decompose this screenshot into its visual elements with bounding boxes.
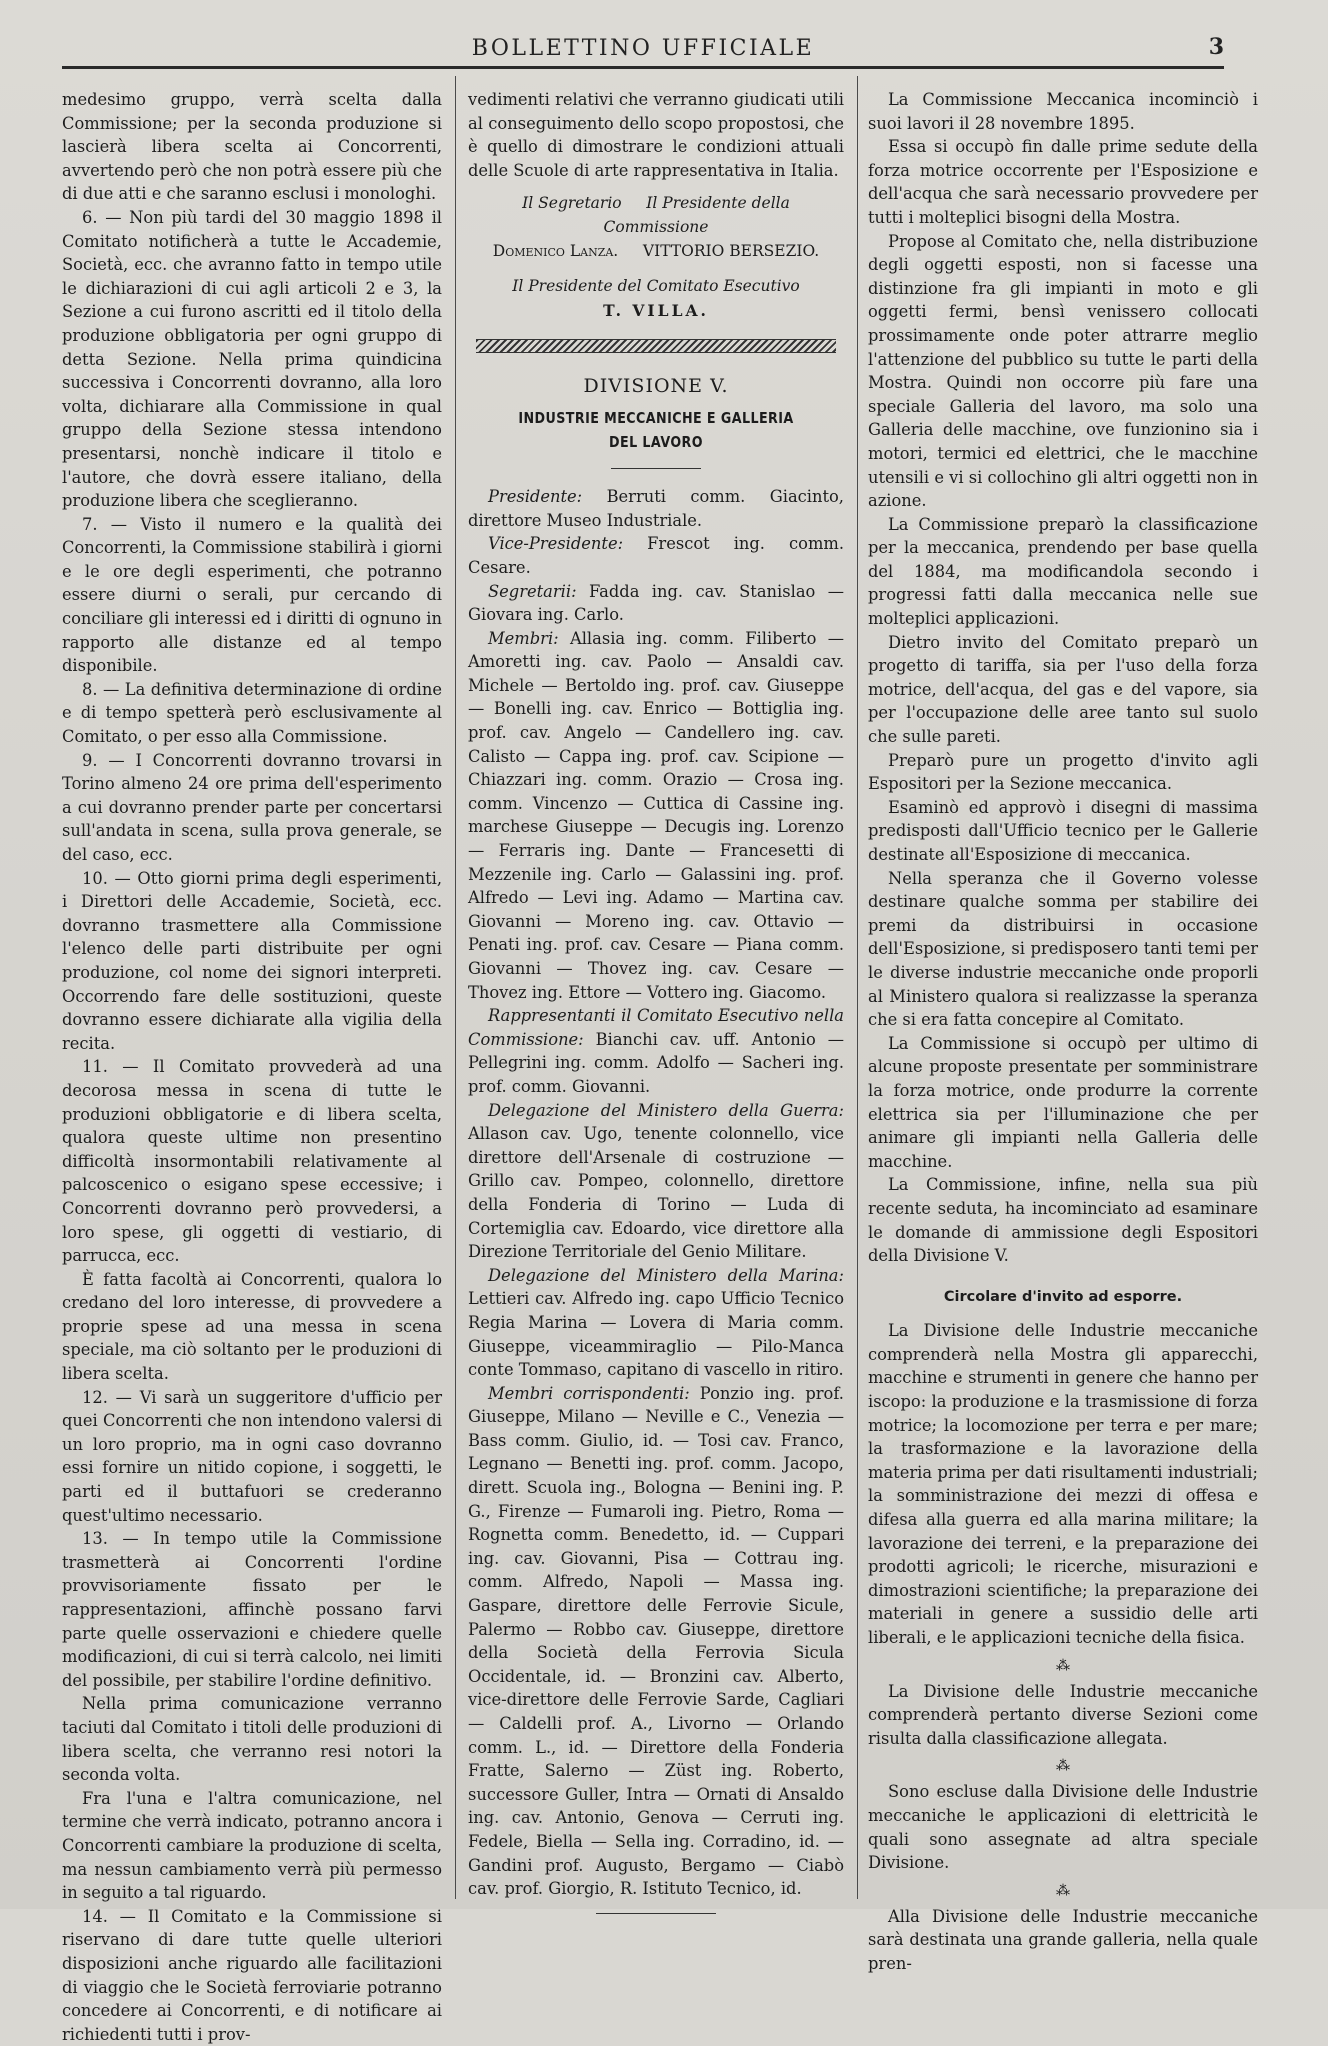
header-rule: [62, 66, 1224, 69]
asterism-icon: ⁂: [1056, 1657, 1070, 1674]
corrispondenti-label: Membri corrispondenti:: [488, 1383, 690, 1403]
guerra-text: Allason cav. Ugo, tenente colonnello, vice direttore dell'Arsenale di costruzione — Grillo cav. Pompeo, colonnello, direttore della Fonderia di Torino — Luda di Cortemiglia cav. Edoardo, vice direttore alla Direzione Territoriale del Genio Militare.: [468, 1124, 844, 1262]
division-subtitle: INDUSTRIE MECCANICHE E GALLERIA DEL LAVORO: [518, 408, 794, 451]
marina-text: Lettieri cav. Alfredo ing. capo Ufficio Tecnico Regia Marina — Lovera di Maria comm. Giuseppe, viceammiraglio — Pilo-Manca conte Tommaso, capitano di vascello in ritiro.: [468, 1289, 844, 1380]
paragraph-article-7: 7. — Visto il numero e la qualità dei Concorrenti, la Commissione stabilirà i giorni e le ore degli esperimenti, che potranno essere diurni o serali, pur cercando di conciliare gli interessi ed i diritti di ognuno in rapporto alle distanze ed al tempo disponibile.: [62, 514, 442, 676]
paragraph: Nella prima comunicazione verranno taciuti dal Comitato i titoli delle produzioni di libera scelta, che verranno resi notori la seconda volta.: [62, 1694, 442, 1785]
membri-text: Allasia ing. comm. Filiberto — Amoretti ing. cav. Paolo — Ansaldi cav. Michele — Bertoldo ing. prof. cav. Giuseppe — Bonelli ing. cav. Enrico — Bottiglia ing. prof. cav. Angelo — Candellero ing. cav. Calisto — Cappa ing. prof. cav. Scipione — Chiazzari ing. comm. Orazio — Crosa ing. comm. Vincenzo — Cuttica di Cassine ing. marchese Giuseppe — Decugis ing. Lorenzo — Ferraris ing. Dante — Francesetti di Mezzenile ing. Carlo — Galassini ing. prof. Alfredo — Levi ing. Adamo — Martina cav. Giovanni — Moreno ing. cav. Ottavio — Penati ing. prof. cav. Cesare — Piana comm. Giovanni — Thovez ing. cav. Cesare — Thovez ing. Ettore — Vottero ing. Giacomo.: [468, 628, 844, 1002]
paragraph: La Commissione si occupò per ultimo di alcune proposte presentate per somministrare la forza motrice, onde produrre la corrente elettrica sia per l'illuminazione che per animare gli impianti nella Galleria delle macchine.: [868, 1033, 1258, 1171]
asterism-icon: ⁂: [1056, 1882, 1070, 1899]
paragraph: Essa si occupò fin dalle prime sedute della forza motrice occorrente per l'Esposizione e dell'acqua che sarà necessario provvedere per tutti i molteplici bisogni della Mostra.: [868, 137, 1258, 227]
paragraph: La Commissione Meccanica incominciò i suoi lavori il 28 novembre 1895.: [868, 90, 1258, 133]
signature-block: [468, 192, 844, 239]
decorative-rule: [476, 339, 836, 353]
column-divider-2: [857, 76, 858, 1899]
division-title: DIVISIONE V.: [583, 375, 729, 398]
committee-president-name: T. VILLA.: [603, 300, 709, 320]
paragraph-article-9: 9. — I Concorrenti dovranno trovarsi in Torino almeno 24 ore prima dell'esperimento a cui dovranno prender parte per concertarsi sull'andata in scena, sulla prova generale, se del caso, ecc.: [62, 750, 442, 864]
segretarii-label: Segretarii:: [488, 581, 577, 601]
secretary-label: Il Segretario: [522, 194, 622, 213]
vice-presidente-text: Frescot ing. comm. Cesare.: [468, 534, 844, 577]
segretarii-text: Fadda ing. cav. Stanislao — Giovara ing. Carlo.: [468, 581, 844, 625]
presidente-entry: [468, 485, 844, 532]
column-2: [468, 88, 844, 1899]
membri-entry: [468, 627, 844, 1005]
paragraph: medesimo gruppo, verrà scelta dalla Commissione; per la seconda produzione si lascierà libera scelta ai Concorrenti, avvertendo però che non potrà essere più che di due atti e che saranno esclusi i monologhi.: [62, 90, 442, 204]
presidente-label: Presidente:: [488, 487, 583, 507]
paragraph: Alla Divisione delle Industrie meccaniche sarà destinata una grande galleria, nella quale pren-: [868, 1906, 1258, 1973]
paragraph: vedimenti relativi che verranno giudicati utili al conseguimento dello scopo propostosi, che è quello di dimostrare le condizioni attuali delle Scuole di arte rappresentativa in Italia.: [468, 90, 844, 180]
rappresentanti-label: Rappresentanti il Comitato Esecutivo nella Commissione:: [468, 1006, 844, 1049]
membri-label: Membri:: [488, 628, 559, 648]
commission-president-label: Il Presidente della Commissione: [603, 194, 790, 236]
secretary-name: Domenico Lanza.: [492, 241, 619, 260]
paragraph: È fatta facoltà ai Concorrenti, qualora lo credano del loro interesse, di provvedere a proprie spese ad una messa in scena speciale, ma ciò soltanto per le produzioni di libera scelta.: [62, 1269, 442, 1384]
paragraph-article-6: 6. — Non più tardi del 30 maggio 1898 il Comitato notificherà a tutte le Accademie, Società, ecc. che avranno fatto in tempo utile le dichiarazioni di cui agli articoli 2 e 3, la Sezione a cui furono ascritti ed il titolo della produzione obbligatoria per ogni gruppo di detta Sezione. Nella prima quindicina successiva i Concorrenti dovranno, alla loro volta, dichiarare alla Commissione in qual gruppo della Sezione stessa intendono presentarsi, nonchè indicare il titolo e l'autore, che dovrà essere italiano, della produzione libera che sceglieranno.: [62, 207, 442, 511]
paragraph: Dietro invito del Comitato preparò un progetto di tariffa, sia per l'uso della forza motrice, dell'acqua, del gas e del vapore, sia per l'occupazione delle aree tanto sul suolo che sulle pareti.: [868, 632, 1258, 747]
column-1: [62, 88, 442, 2044]
paragraph: Esaminò ed approvò i disegni di massima predisposti dall'Ufficio tecnico per le Gallerie destinate all'Esposizione di meccanica.: [868, 797, 1258, 864]
rappresentanti-text: Bianchi cav. uff. Antonio — Pellegrini ing. comm. Adolfo — Sacheri ing. prof. comm. Giovanni.: [468, 1029, 844, 1096]
marina-entry: [468, 1264, 844, 1382]
paragraph: Fra l'una e l'altra comunicazione, nel termine che verrà indicato, potranno ancora i Concorrenti cambiare la produzione di scelta, ma nessun cambiamento verrà più permesso in seguito a tal riguardo.: [62, 1788, 442, 1903]
paragraph-article-14: 14. — Il Comitato e la Commissione si riservano di dare tutte quelle ulteriori disposizioni anche riguardo alle facilitazioni di viaggio che le Società ferroviarie potranno concedere ai Concorrenti, e di notificare ai richiedenti tutti i prov-: [62, 1906, 442, 2044]
committee-signature-name: [468, 299, 844, 324]
presidente-text: Berruti comm. Giacinto, direttore Museo Industriale.: [468, 487, 844, 530]
publication-title: BOLLETTINO UFFICIALE: [471, 36, 815, 61]
rappresentanti-entry: [468, 1004, 844, 1098]
guerra-entry: [468, 1099, 844, 1264]
end-rule: [596, 1913, 716, 1914]
corrispondenti-text: Ponzio ing. prof. Giuseppe, Milano — Neville e C., Venezia — Bass comm. Giulio, id. — Tosi cav. Franco, Legnano — Benetti ing. prof. comm. Jacopo, dirett. Scuola ing., Bologna — Benini ing. P. G., Firenze — Fumaroli ing. Pietro, Roma — Rognetta comm. Benedetto, id. — Cuppari ing. cav. Giovanni, Pisa — Cottrau ing. comm. Alfredo, Napoli — Massa ing. Gaspare, direttore delle Ferrovie Sicule, Palermo — Robbo cav. Giuseppe, direttore della Società della Ferrovia Sicula Occidentale, id. — Bronzini cav. Alberto, vice-direttore delle Ferrovie Sarde, Cagliari — Caldelli prof. A., Livorno — Orlando comm. L., id. — Direttore della Fonderia Fratte, Salerno — Züst ing. Roberto, successore Guller, Intra — Ornati di Ansaldo ing. cav. Antonio, Genova — Cerruti ing. Fedele, Biella — Sella ing. Corradino, id. — Gandini prof. Augusto, Bergamo — Ciabò cav. prof. Giorgio, R. Istituto Tecnico, id.: [468, 1383, 844, 1899]
commission-president-name: VITTORIO BERSEZIO.: [642, 241, 820, 260]
short-rule: [611, 468, 701, 469]
paragraph: La Divisione delle Industrie meccaniche comprenderà pertanto diverse Sezioni come risulta dalla classificazione allegata.: [868, 1681, 1258, 1748]
paragraph: Propose al Comitato che, nella distribuzione degli oggetti esposti, non si facesse una distinzione fra gli impianti in moto e gli oggetti fermi, bensì venissero collocati prossimamente onde poter attrarre meglio l'attenzione del pubblico su tutte le parti della Mostra. Quindi non occorre più fare una speciale Galleria del lavoro, ma solo una Galleria delle macchine, ove funzionino sia i motori, termici ed elettrici, che le macchine utensili e vi si collochino gli altri oggetti non in azione.: [868, 231, 1258, 511]
page-header: [62, 34, 1224, 64]
page-number: 3: [1208, 34, 1224, 60]
paragraph: Nella speranza che il Governo volesse destinare qualche somma per stabilire dei premi da distribuirsi in occasione dell'Esposizione, si predisposero tanti temi per le diverse industrie meccaniche onde proporli al Ministero qualora si realizzasse la speranza che si era fatta concepire al Comitato.: [868, 868, 1258, 1030]
segretarii-entry: [468, 580, 844, 627]
vice-presidente-entry: [468, 532, 844, 579]
marina-label: Delegazione del Ministero della Marina:: [488, 1265, 844, 1285]
guerra-label: Delegazione del Ministero della Guerra:: [488, 1100, 844, 1120]
paragraph-article-12: 12. — Vi sarà un suggeritore d'ufficio per quei Concorrenti che non intendono valersi di un loro proprio, ma in ogni caso dovranno essi fornire un nitido copione, i soggetti, le parti ed il buttafuori se crederanno quest'ultimo necessario.: [62, 1387, 442, 1525]
paragraph-article-10: 10. — Otto giorni prima degli esperimenti, i Direttori delle Accademie, Società, ecc. dovranno trasmettere alla Commissione l'elenco delle parti distribuite per ogni produzione, col nome dei signori interpreti. Occorrendo fare delle sostituzioni, queste dovranno essere dichiarate alla vigilia della recita.: [62, 868, 442, 1053]
paragraph-article-13: 13. — In tempo utile la Commissione trasmetterà ai Concorrenti l'ordine provvisoriamente fissato per le rappresentazioni, affinchè possano farvi parte quelle osservazioni e chiedere quelle modificazioni, di cui si terrà calcolo, nei limiti del possibile, per stabilire l'ordine definitivo.: [62, 1529, 442, 1690]
paragraph: Preparò pure un progetto d'invito agli Espositori per la Sezione meccanica.: [868, 750, 1258, 794]
paragraph: Sono escluse dalla Divisione delle Industrie meccaniche le applicazioni di elettricità le quali sono assegnate ad altra speciale Divisione.: [868, 1782, 1258, 1873]
paragraph-article-11: 11. — Il Comitato provvederà ad una decorosa messa in scena di tutte le produzioni obbligatorie e di libera scelta, qualora queste ultime non presentino difficoltà insormontabili relativamente al palcoscenico o esigano spese eccessive; i Concorrenti dovranno però provvedersi, a loro spese, gli oggetti di vestiario, di parrucca, ecc.: [62, 1057, 442, 1266]
paragraph: La Divisione delle Industrie meccaniche comprenderà nella Mostra gli apparecchi, macchine e strumenti in genere che hanno per iscopo: la produzione e la trasmissione di forza motrice; la locomozione per terra e per mare; la trasformazione e la lavorazione della materia prima per dati risultamenti industriali; la somministrazione dei mezzi di offesa e difesa alla guerra ed alla marina militare; la lavorazione dei terreni, e la preparazione dei prodotti agricoli; le ricerche, misurazioni e dimostrazioni scientifiche; la preparazione dei materiali in genere a sussidio delle arti liberali, e le applicazioni tecniche della fisica.: [868, 1321, 1258, 1647]
paragraph: La Commissione, infine, nella sua più recente seduta, ha incominciato ad esaminare le domande di ammissione degli Espositori della Divisione V.: [868, 1175, 1258, 1266]
committee-president-label: Il Presidente del Comitato Esecutivo: [512, 277, 800, 296]
column-3: [868, 88, 1258, 1973]
paragraph: La Commissione preparò la classificazione per la meccanica, prendendo per base quella del 1884, ma modificandola secondo i progressi fatti dalla meccanica nelle sue molteplici applicazioni.: [868, 514, 1258, 629]
section-title: Circolare d'invito ad esporre.: [943, 1288, 1183, 1305]
paragraph-article-8: 8. — La definitiva determinazione di ordine e di tempo spetterà però esclusivamente al Comitato, o per esso alla Commissione.: [62, 679, 442, 747]
vice-presidente-label: Vice-Presidente:: [488, 534, 624, 554]
asterism-icon: ⁂: [1056, 1758, 1070, 1775]
committee-signature: [468, 275, 844, 299]
corrispondenti-entry: [468, 1382, 844, 1901]
signature-names: [468, 240, 844, 264]
column-divider-1: [455, 76, 456, 1899]
